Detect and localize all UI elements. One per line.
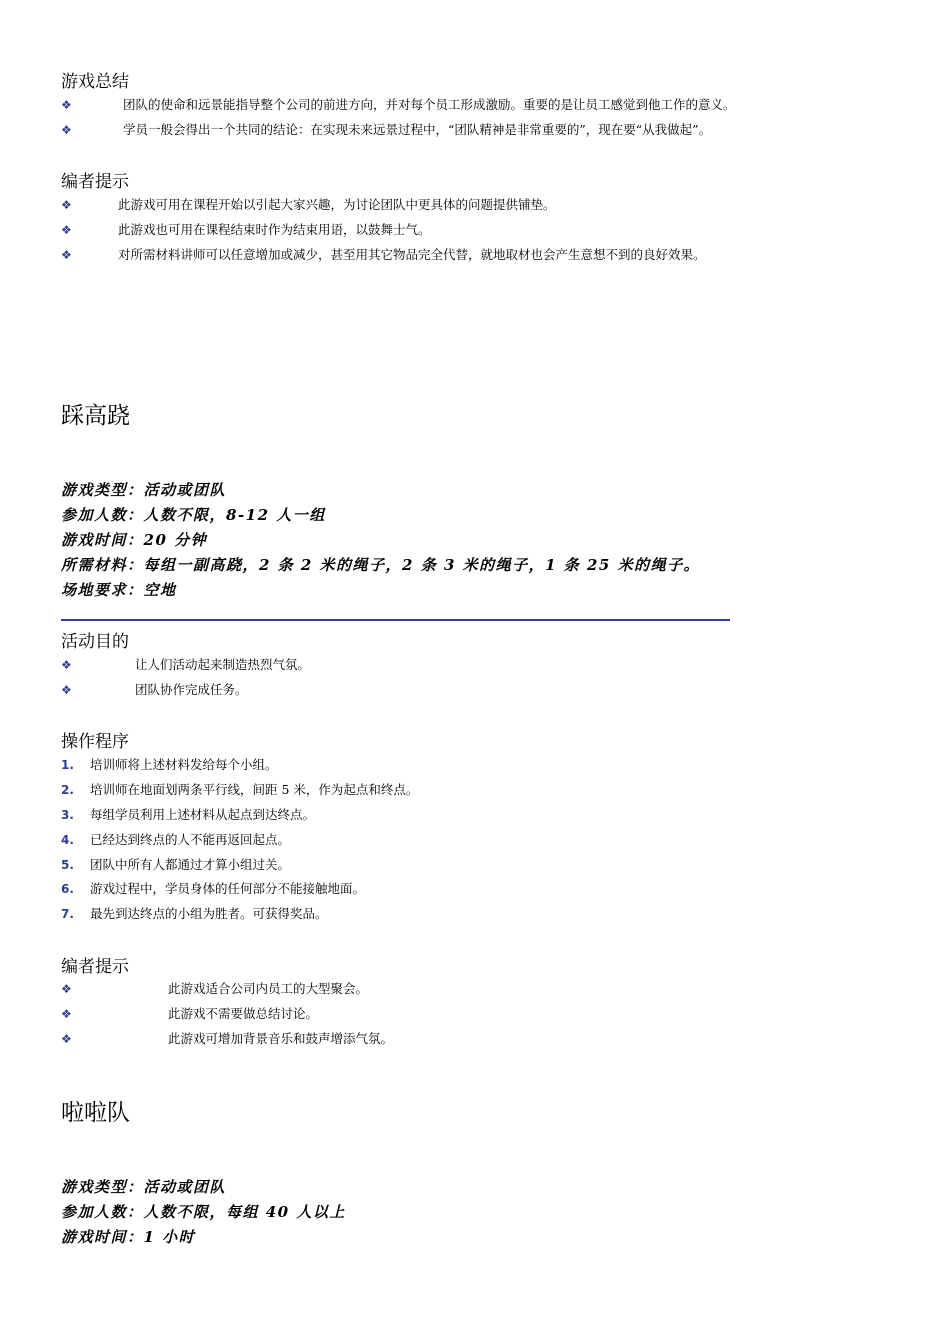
game-title: 踩高跷 (61, 403, 130, 429)
diamond-bullet-icon: ❖ (61, 198, 72, 212)
editor-tips-heading: 编者提示 (61, 172, 129, 192)
diamond-bullet-icon: ❖ (61, 98, 72, 112)
diamond-bullet-icon: ❖ (61, 123, 72, 137)
diamond-bullet-icon: ❖ (61, 223, 72, 237)
diamond-bullet-icon: ❖ (61, 1007, 72, 1021)
document-page: 游戏总结 ❖ 团队的使命和远景能指导整个公司的前进方向，并对每个员工形成激励。重要的是让员工感觉到他工作的意义。 ❖ 学员一般会得出一个共同的结论：在实现未来远景过程中，“团队精神是非常重要的”，现在要“从我做起”。 编者提示 ❖ 此游戏可用在课程开始以引起大家兴趣，为讨论团队中更具体的问题提供铺垫。 ❖ 此游戏也可用在课程结束时作为结束用语，以鼓舞士气。 ❖ 对所需材料讲师可以任意增加或减少，甚至用其它物品完全代替，就地取材也会产生意想不到的良好效果。 踩高跷 游戏类型：活动或团队 参加人数：人数不限，8-12 人一组 游戏时间：20 分钟 所需材料：每组一副高跷，2 条 2 米的绳子，2 条 3 米的绳子，1 条 25 米的绳子。 场地要求：空地 活动目的 ❖ 让人们活动起来制造热烈气氛。 ❖ 团队协作完成任务。 操作程序 1. 培训师将上述材料发给每个小组。 2. 培训师在地面划两条平行线，间距 5 米，作为起点和终点。 3. 每组学员利用上述材料从起点到达终点。 4. 已经达到终点的人不能再返回起点。 5. 团队中所有人都通过才算小组过关。 6. 游戏过程中，学员身体的任何部分不能接触地面。 7. 最先到达终点的小组为胜者。可获得奖品。 编者提示 ❖ 此游戏适合公司内员工的大型聚会。 ❖ 此游戏不需要做总结讨论。 ❖ 此游戏可增加背景音乐和鼓声增添气氛。 啦啦队 游戏类型：活动或团队 参加人数：人数不限，每组 40 人以上 游戏时间：1 小时 (61, 72, 736, 1246)
info-duration: 游戏时间：20 分钟 (61, 531, 208, 549)
game-title: 啦啦队 (61, 1100, 130, 1126)
procedure-heading: 操作程序 (61, 732, 129, 752)
info-game-type: 游戏类型：活动或团队 (61, 1178, 227, 1196)
info-duration: 游戏时间：1 小时 (61, 1228, 196, 1246)
section-divider (61, 619, 730, 621)
summary-heading: 游戏总结 (61, 72, 129, 92)
info-participants: 参加人数：人数不限，8-12 人一组 (61, 506, 326, 524)
info-participants: 参加人数：人数不限，每组 40 人以上 (61, 1203, 346, 1221)
goal-heading: 活动目的 (61, 632, 129, 652)
diamond-bullet-icon: ❖ (61, 1032, 72, 1046)
diamond-bullet-icon: ❖ (61, 248, 72, 262)
info-game-type: 游戏类型：活动或团队 (61, 481, 227, 499)
info-materials: 所需材料：每组一副高跷，2 条 2 米的绳子，2 条 3 米的绳子，1 条 25 米的绳子。 (61, 556, 701, 574)
info-venue: 场地要求：空地 (61, 581, 177, 599)
diamond-bullet-icon: ❖ (61, 658, 72, 672)
diamond-bullet-icon: ❖ (61, 982, 72, 996)
editor-tips-heading: 编者提示 (61, 957, 129, 977)
diamond-bullet-icon: ❖ (61, 683, 72, 697)
